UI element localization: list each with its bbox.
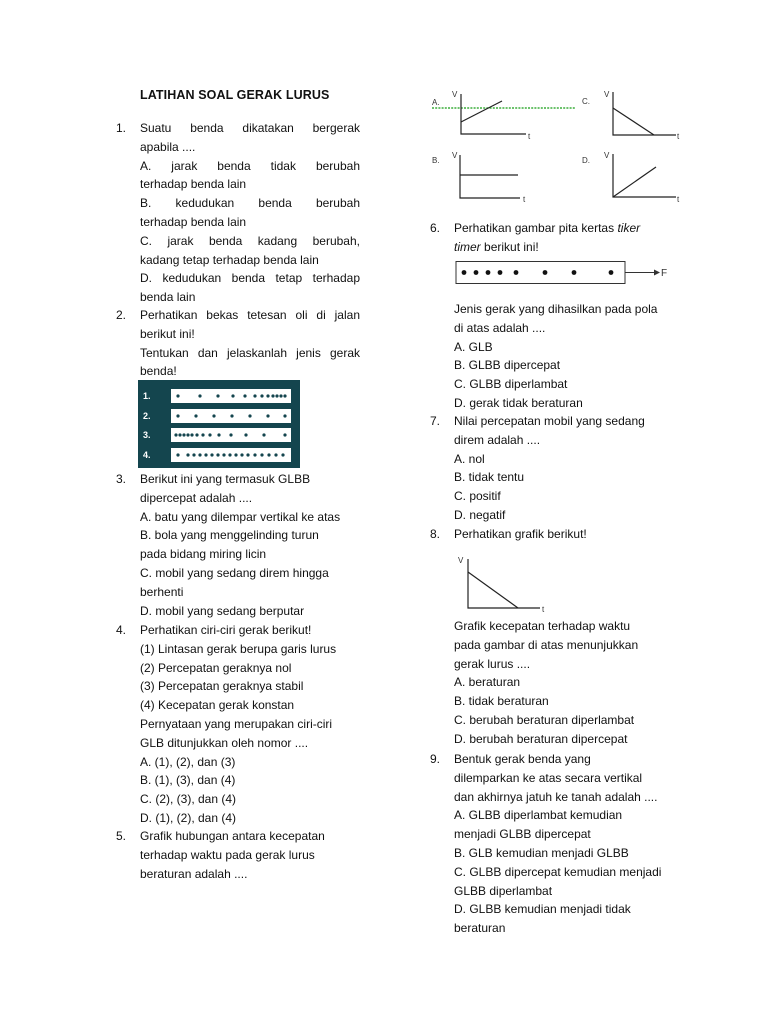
graph-axes [468, 559, 540, 608]
axis-t-label: t [542, 605, 545, 614]
question-9 [430, 750, 689, 938]
option-a: A. GLBB diperlambat kemudian [454, 808, 623, 823]
option-d: D. mobil yang sedang berputar [140, 603, 305, 618]
graph-a-line [461, 101, 502, 122]
question-number: 9. [430, 752, 441, 766]
question-stem: Tentukan dan jelaskanlah jenis gerak [140, 345, 360, 360]
question-stem-term: timer [454, 239, 481, 254]
question-stem: dan akhirnya jatuh ke tanah adalah .... [454, 789, 658, 804]
question-stem: benda! [140, 364, 177, 379]
graph-d-line [613, 167, 656, 197]
question-stem [454, 238, 684, 257]
graph-label: D. [582, 156, 590, 165]
axis-t-label: t [523, 195, 526, 204]
option-c: C. mobil yang sedang direm hingga [140, 565, 329, 580]
question-stem: Perhatikan grafik berikut! [454, 527, 587, 541]
question-stem: gerak lurus .... [454, 656, 531, 671]
question-stem: terhadap waktu pada gerak lurus [140, 847, 315, 862]
axis-t-label: t [677, 195, 680, 204]
question-stem: direm adalah .... [454, 432, 541, 447]
question-stem-text: Perhatikan gambar pita kertas [454, 221, 615, 235]
question-number: 4. [116, 623, 127, 637]
page-title: LATIHAN SOAL GERAK LURUS [140, 88, 330, 102]
question-number: 3. [116, 472, 127, 486]
row-label: 4. [143, 450, 151, 460]
option-a: menjadi GLBB dipercepat [454, 827, 591, 842]
question-7 [430, 412, 684, 525]
axis-v-label: V [452, 151, 458, 160]
graph-label: A. [432, 98, 440, 107]
row-label: 2. [143, 411, 151, 421]
question-number: 5. [116, 829, 127, 843]
question-number: 8. [430, 527, 441, 541]
question-stem: Perhatikan ciri-ciri gerak berikut! [140, 623, 312, 637]
option-b: B. kedudukan benda berubah [140, 196, 360, 211]
question-3 [116, 470, 365, 620]
question-stem: di atas adalah .... [454, 320, 546, 335]
question-stem: beraturan adalah .... [140, 866, 248, 881]
question-stem: apabila .... [140, 139, 196, 154]
graph-a-axes [461, 94, 526, 134]
option-a: A. (1), (2), dan (3) [140, 754, 236, 769]
option-a: A. GLB [454, 339, 493, 354]
option-c: berhenti [140, 584, 184, 599]
option-c: C. jarak benda kadang berubah, [140, 233, 360, 248]
question-stem: dilemparkan ke atas secara vertikal [454, 770, 643, 785]
graph-c-line [613, 108, 654, 135]
axis-t-label: t [528, 132, 531, 141]
question-number: 2. [116, 308, 127, 322]
graph-line [468, 572, 518, 608]
axis-v-label: V [604, 90, 610, 99]
question-stem: Bentuk gerak benda yang [454, 752, 591, 766]
question-number: 6. [430, 221, 441, 235]
graph-label: C. [582, 97, 590, 106]
question-8-continued [454, 617, 684, 749]
question-stem-term: tiker [617, 221, 641, 235]
option-a: terhadap benda lain [140, 177, 247, 192]
option-c: C. GLBB dipercepat kemudian menjadi [454, 864, 662, 879]
option-c: C. berubah beraturan diperlambat [454, 712, 635, 727]
option-d: D. kedudukan benda tetap terhadap [140, 271, 360, 286]
option-b: B. GLB kemudian menjadi GLBB [454, 845, 629, 860]
question-stem: Jenis gerak yang dihasilkan pada pola [454, 302, 658, 316]
question-6-continued [454, 300, 684, 413]
question-1 [116, 119, 360, 307]
question-stem: dipercepat adalah .... [140, 490, 253, 505]
question-stem: Berikut ini yang termasuk GLBB [140, 472, 311, 486]
graph-label: B. [432, 156, 440, 165]
option-b: terhadap benda lain [140, 214, 247, 229]
option-d: D. (1), (2), dan (4) [140, 810, 237, 825]
question-number: 1. [116, 121, 127, 135]
option-c: C. GLBB diperlambat [454, 377, 568, 392]
option-b: B. bola yang menggelinding turun [140, 528, 319, 543]
option-a: A. jarak benda tidak berubah [140, 158, 360, 173]
q5-graphs-figure [428, 86, 690, 208]
option-c: C. (2), (3), dan (4) [140, 792, 237, 807]
option-c: GLBB diperlambat [454, 883, 553, 898]
option-c: C. positif [454, 489, 501, 504]
question-stem: Suatu benda dikatakan bergerak [140, 121, 360, 135]
tape-strip [456, 262, 625, 284]
option-b: B. tidak tentu [454, 470, 525, 485]
axis-v-label: V [452, 90, 458, 99]
option-d: D. negatif [454, 507, 506, 522]
question-4 [116, 621, 365, 828]
question-2 [116, 306, 360, 381]
question-stem: GLB ditunjukkan oleh nomor .... [140, 735, 309, 750]
question-stem: Perhatikan bekas tetesan oli di jalan [140, 308, 360, 322]
option-b: B. (1), (3), dan (4) [140, 773, 236, 788]
row-label: 3. [143, 430, 151, 440]
question-8 [430, 525, 684, 544]
statement-2: (2) Percepatan geraknya nol [140, 660, 292, 675]
option-d: D. gerak tidak beraturan [454, 395, 583, 410]
arrow-head-icon [654, 270, 660, 276]
option-b: pada bidang miring licin [140, 547, 267, 562]
statement-4: (4) Kecepatan gerak konstan [140, 698, 295, 713]
oil-drops-figure [138, 380, 300, 468]
question-stem: Pernyataan yang merupakan ciri-ciri [140, 716, 333, 731]
question-stem: Nilai percepatan mobil yang sedang [454, 414, 645, 428]
question-stem [454, 219, 684, 238]
row-label: 1. [143, 391, 151, 401]
question-stem: berikut ini! [140, 326, 195, 341]
option-d: D. berubah beraturan dipercepat [454, 731, 628, 746]
axis-v-label: V [604, 151, 610, 160]
question-stem: Grafik kecepatan terhadap waktu [454, 619, 631, 633]
statement-1: (1) Lintasan gerak berupa garis lurus [140, 641, 337, 656]
option-d: benda lain [140, 290, 196, 305]
question-5 [116, 827, 365, 883]
question-stem: pada gambar di atas menunjukkan [454, 637, 639, 652]
option-d: D. GLBB kemudian menjadi tidak [454, 902, 631, 917]
option-c: kadang tetap terhadap benda lain [140, 252, 319, 267]
question-stem: Grafik hubungan antara kecepatan [140, 829, 325, 843]
option-a: A. batu yang dilempar vertikal ke atas [140, 509, 341, 524]
option-b: B. GLBB dipercepat [454, 358, 561, 373]
option-a: A. beraturan [454, 675, 521, 690]
axis-v-label: V [458, 556, 464, 565]
option-b: B. tidak beraturan [454, 694, 549, 709]
force-label: F [661, 268, 668, 279]
q8-graph-figure [455, 554, 555, 614]
statement-3: (3) Percepatan geraknya stabil [140, 679, 304, 694]
axis-t-label: t [677, 132, 680, 141]
option-d: beraturan [454, 921, 506, 936]
graph-b-axes [460, 155, 520, 198]
option-a: A. nol [454, 451, 485, 466]
ticker-tape-figure [454, 260, 676, 286]
question-stem-text: berikut ini! [484, 239, 539, 254]
question-6 [430, 219, 684, 257]
question-number: 7. [430, 414, 441, 428]
